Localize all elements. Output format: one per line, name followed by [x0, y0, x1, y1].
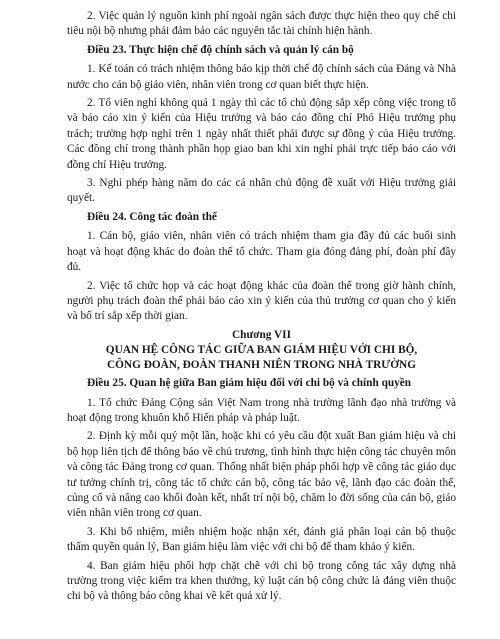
chapter-number: Chương VII: [232, 328, 291, 341]
paragraph: 1. Kế toán có trách nhiệm thông báo kịp thời chế độ chính sách của Đảng và Nhà nước cho cán bộ giáo viên, nhân viên trong cơ quan biết thực hiện.: [67, 63, 456, 91]
paragraph: 1. Cán bộ, giáo viên, nhân viên có trách nhiệm tham gia đầy đủ các buổi sinh hoạt và hoạt động khác do đoàn thể tổ chức. Tham gia đóng đảng phí, đoàn phí đầy đủ.: [67, 230, 456, 274]
chapter-title-line-1: QUAN HỆ CÔNG TÁC GIỮA BAN GIÁM HIỆU VỚI CHI BỘ,: [105, 344, 418, 357]
article-heading-24: Điều 24. Công tác đoàn thể: [87, 210, 217, 223]
paragraph: 2. Việc quản lý nguồn kinh phí ngoài ngân sách được thực hiện theo quy chế chi tiêu nội bộ nhưng phải đảm bảo các nguyên tắc tài chính hiện hành.: [67, 10, 456, 38]
paragraph: 2. Định kỳ mỗi quý một lần, hoặc khi có yêu cầu đột xuất Ban giám hiệu và chi bộ họp liên tịch để thông báo về chủ trương, tình hình thực hiện công tác chuyên môn và công tác Đảng trong cơ quan. Thống nhất biện pháp phối hợp về công tác giáo dục tư tưởng chính trị, công tác tổ chức cán bộ, công tác bảo vệ, lãnh đạo các đoàn thể, củng cố và nâng cao khối đoàn kết, nhất trí nội bộ, chăm lo đời sống của cán bộ, giáo viên nhân viên trong cơ quan.: [67, 430, 456, 520]
paragraph: 3. Khi bổ nhiệm, miễn nhiệm hoặc nhận xét, đánh giá phân loại cán bộ thuộc thẩm quyền quản lý, Ban giám hiệu làm việc với chi bộ để tham khảo ý kiến.: [67, 525, 456, 554]
chapter-title-line-2: CÔNG ĐOÀN, ĐOÀN THANH NIÊN TRONG NHÀ TRƯỜNG: [106, 359, 416, 372]
paragraph: 1. Tổ chức Đảng Cộng sản Việt Nam trong nhà trường lãnh đạo nhà trường và hoạt động trong khuôn khổ Hiến pháp và pháp luật.: [67, 396, 456, 424]
paragraph: 2. Việc tổ chức họp và các hoạt động khác của đoàn thể trong giờ hành chính, người phụ trách đoàn thể phải báo cáo xin ý kiến của thủ trưởng cơ quan cho ý kiến và bố trí sắp xếp thời gian.: [67, 279, 456, 323]
paragraph: 2. Tổ viên nghỉ không quá 1 ngày thì các tổ chủ động sắp xếp công việc trong tổ và báo cáo xin ý kiến của Hiệu trưởng và báo cáo đồng chí Phó Hiệu trưởng phụ trách; trường hợp nghỉ trên 1 ngày nhất thiết phải được sự đồng ý của Hiệu trưởng. Các đồng chí trong thành phần họp giao ban khi xin nghỉ phải trực tiếp báo cáo với đồng chí Hiệu trưởng.: [67, 97, 456, 171]
paragraph: 4. Ban giám hiệu phối hợp chặt chẽ với chi bộ trong công tác xây dựng nhà trường trong việc kiểm tra khen thưởng, kỷ luật cán bộ công chức là đảng viên thuộc chi bộ và thông báo công khai về kết quả xử lý.: [67, 559, 456, 603]
article-heading-25: Điều 25. Quan hệ giữa Ban giám hiệu đối với chi bộ và chính quyền: [87, 377, 412, 390]
paragraph: 3. Nghỉ phép hàng năm do các cá nhân chủ động đề xuất với Hiệu trưởng giải quyết.: [67, 177, 456, 205]
article-heading-23: Điều 23. Thực hiện chế độ chính sách và quản lý cán bộ: [87, 43, 354, 56]
